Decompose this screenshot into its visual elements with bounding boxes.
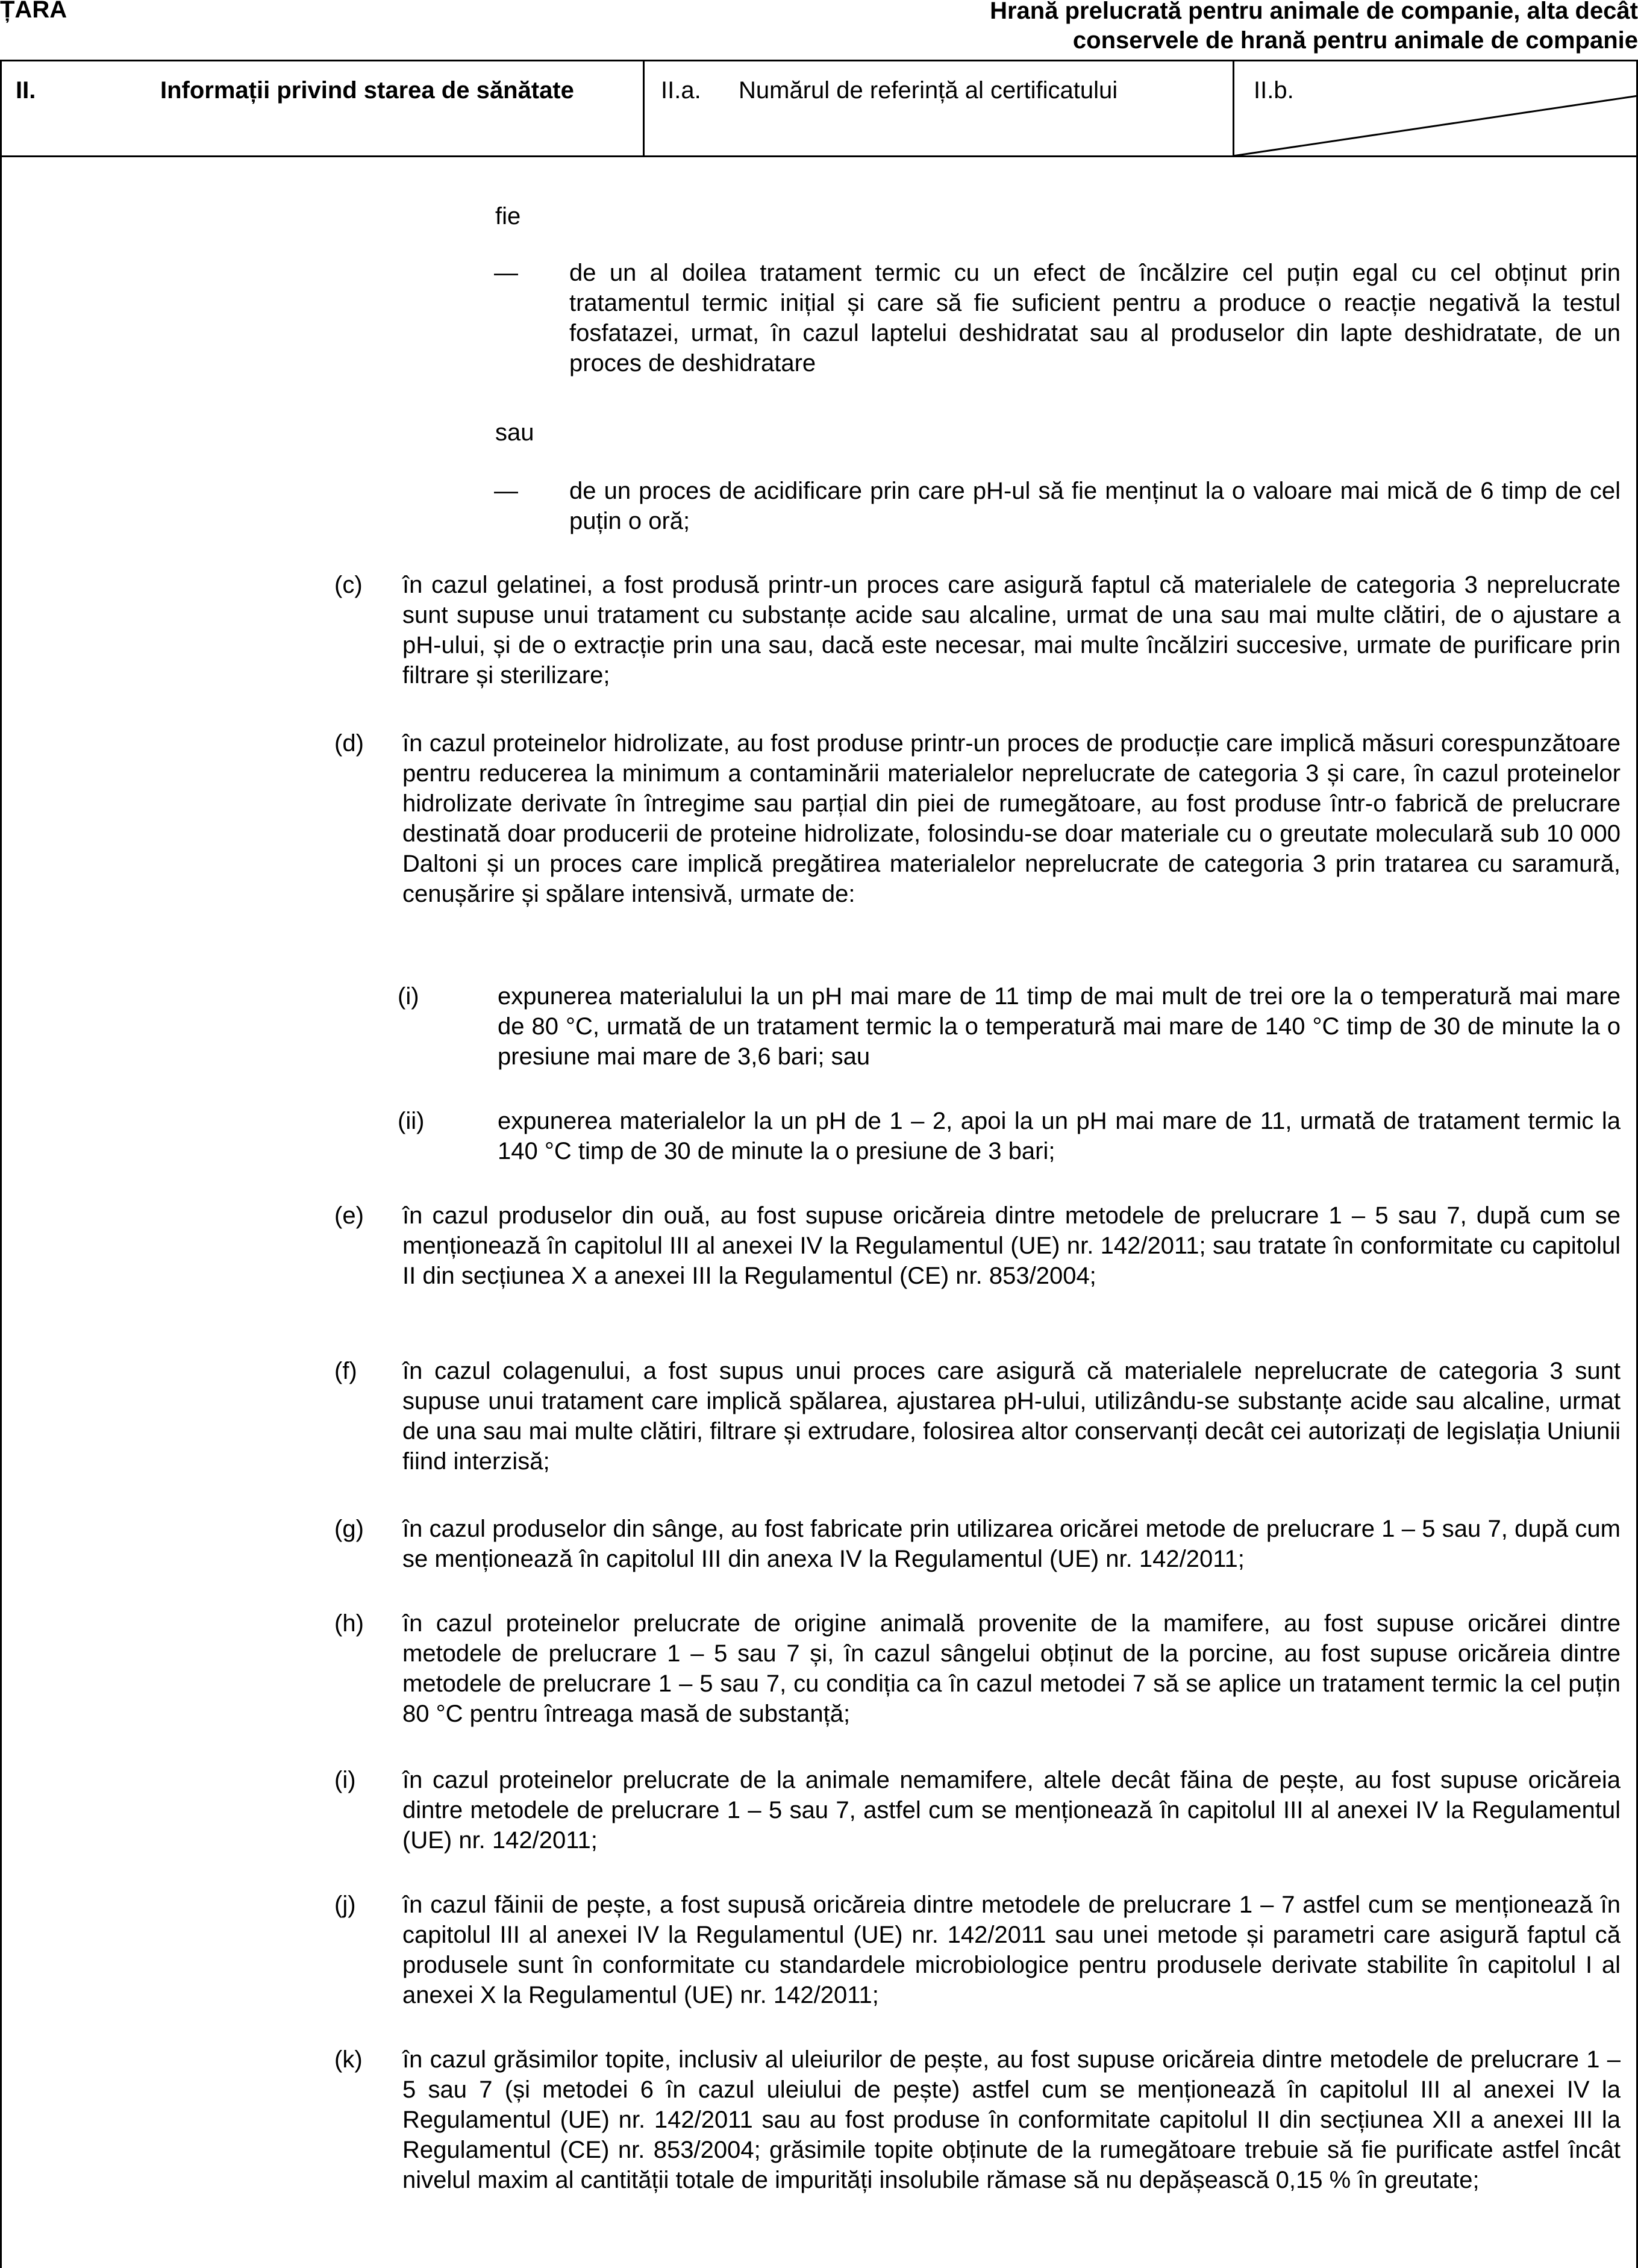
subitem-label: (i) <box>398 983 419 1010</box>
item-text: în cazul proteinelor prelucrate de la animale nemamifere, altele decât făina de pește, au fost supuse oricăreia dintre metodele de prelucrare 1 – 5 sau 7, astfel cum se menționează în capitolul III al anexei IV la Regulamentul (UE) nr. 142/2011; <box>402 1767 1621 1854</box>
item-text: în cazul colagenului, a fost supus unui proces care asigură că materialele neprelucrate de categoria 3 sunt supuse unui tratament care implică spălarea, ajustarea pH-ului, utilizându-se substanțe acide sau alcaline, urmat de una sau mai multe clătiri, filtrare și extrudare, folosirea altor conservanți decât cei autorizați de legislația Uniunii fiind interzisă; <box>402 1358 1621 1475</box>
header-divider-1 <box>643 60 645 157</box>
subitem-label: (ii) <box>398 1108 425 1134</box>
item-text: în cazul produselor din ouă, au fost supuse oricăreia dintre metodele de prelucrare 1 – 5 sau 7, după cum se menționează în capitolul III al anexei IV la Regulamentul (UE) nr. 142/2011; sau tratate în conformitate cu capitolul II din secțiunea X a anexei III la Regulamentul (CE) nr. 853/2004; <box>402 1202 1621 1289</box>
section-title: Informații privind starea de sănătate <box>160 77 574 104</box>
item-text: în cazul grăsimilor topite, inclusiv al uleiurilor de pește, au fost supuse oricăreia dintre metodele de prelucrare 1 – 5 sau 7 (și metodei 6 în cazul uleiului de pește) astfel cum se menționează în capitolul III al anexei IV la Regulamentul (UE) nr. 142/2011 sau au fost produse în conformitate capitolul II din secțiunea XII a anexei III la Regulamentul (CE) nr. 853/2004; grăsimile topite obținute de la rumegătoare trebuie să fie purificate astfel încât nivelul maxim al cantității totale de impurități insolubile rămase să nu depășească 0,15 % în greutate; <box>402 2046 1621 2193</box>
item-label: (e) <box>334 1202 364 1229</box>
item-text: în cazul proteinelor prelucrate de origine animală provenite de la mamifere, au fost supuse oricărei dintre metodele de prelucrare 1 – 5 sau 7 și, în cazul sângelui obținut de la porcine, au fost supuse oricăreia dintre metodele de prelucrare 1 – 5 sau 7, cu condiția ca în cazul metodei 7 să se aplice un tratament termic la cel puțin 80 °C pentru întreaga masă de substanță; <box>402 1610 1621 1727</box>
connector-sau: sau <box>495 419 534 446</box>
subitem-text: expunerea materialului la un pH mai mare de 11 timp de mai mult de trei ore la o temperatură mai mare de 80 °C, urmată de un tratament termic la o temperatură mai mare de 140 °C timp de 30 de minute la o presiune mai mare de 3,6 bari; sau <box>498 983 1621 1070</box>
item-text: în cazul proteinelor hidrolizate, au fost produse printr-un proces de producție care implică măsuri corespunzătoare pentru reducerea la minimum a contaminării materialelor neprelucrate de categoria 3 și care, în cazul proteinelor hidrolizate derivate în întregime sau parțial din piei de rumegătoare, au fost produse într-o fabrică de prelucrare destinată doar producerii de proteine hidrolizate, folosindu-se doar materiale cu o greutate moleculară sub 10 000 Daltoni și un proces care implică pregătirea materialelor neprelucrate de categoria 3 prin tratarea cu saramură, cenușărire și spălare intensivă, urmate de: <box>402 730 1621 907</box>
item-text: în cazul gelatinei, a fost produsă printr-un proces care asigură faptul că materialele de categoria 3 neprelucrate sunt supuse unui tratament cu substanțe acide sau alcaline, urmat de una sau mai multe clătiri, de o ajustare a pH-ului, și de o extracție prin una sau, dacă este necesar, mai multe încălziri succesive, urmate de purificare prin filtrare și sterilizare; <box>402 572 1621 689</box>
dash-marker: — <box>494 478 518 504</box>
item-text: în cazul făinii de pește, a fost supusă oricăreia dintre metodele de prelucrare 1 – 7 astfel cum se menționează în capitolul III al anexei IV la Regulamentul (UE) nr. 142/2011 sau unei metode și parametri care asigură faptul că produsele sunt în conformitate cu standardele microbiologice pentru produsele derivate stabilite în capitolul I al anexei X la Regulamentul (UE) nr. 142/2011; <box>402 1892 1621 2008</box>
certificate-title-line1: Hrană prelucrată pentru animale de companie, alta decât <box>990 0 1638 24</box>
item-label: (d) <box>334 730 364 757</box>
item-label: (c) <box>334 572 363 598</box>
dash-item-2: de un proces de acidificare prin care pH-ul să fie menținut la o valoare mai mică de 6 timp de cel puțin o oră; <box>569 478 1621 534</box>
item-label: (g) <box>334 1516 364 1542</box>
item-label: (i) <box>334 1767 356 1793</box>
ref-code: II.a. <box>661 77 701 104</box>
certificate-title <box>855 0 1638 55</box>
subitem-text: expunerea materialelor la un pH de 1 – 2, apoi la un pH mai mare de 11, urmată de tratament termic la 140 °C timp de 30 de minute la o presiune de 3 bari; <box>498 1108 1621 1164</box>
diagonal-strike <box>1233 60 1638 157</box>
item-label: (k) <box>334 2046 363 2073</box>
item-label: (j) <box>334 1892 356 1918</box>
country-label: ȚARA <box>0 0 67 23</box>
item-text: în cazul produselor din sânge, au fost fabricate prin utilizarea oricărei metode de prelucrare 1 – 5 sau 7, după cum se menționează în capitolul III din anexa IV la Regulamentul (UE) nr. 142/2011; <box>402 1516 1621 1572</box>
dash-item-1: de un al doilea tratament termic cu un efect de încălzire cel puțin egal cu cel obținut prin tratamentul termic inițial și care să fie suficient pentru a produce o reacție negativă la testul fosfatazei, urmat, în cazul laptelui deshidratat sau al produselor din lapte deshidratate, de un proces de deshidratare <box>569 260 1621 376</box>
dash-marker: — <box>494 260 518 286</box>
certificate-title-line2: conservele de hrană pentru animale de companie <box>1072 27 1638 54</box>
ref-label: Numărul de referință al certificatului <box>739 77 1118 104</box>
item-label: (h) <box>334 1610 364 1637</box>
section-number: II. <box>16 77 36 104</box>
item-label: (f) <box>334 1358 357 1384</box>
second-code: II.b. <box>1254 77 1294 104</box>
connector-fie: fie <box>495 203 521 230</box>
